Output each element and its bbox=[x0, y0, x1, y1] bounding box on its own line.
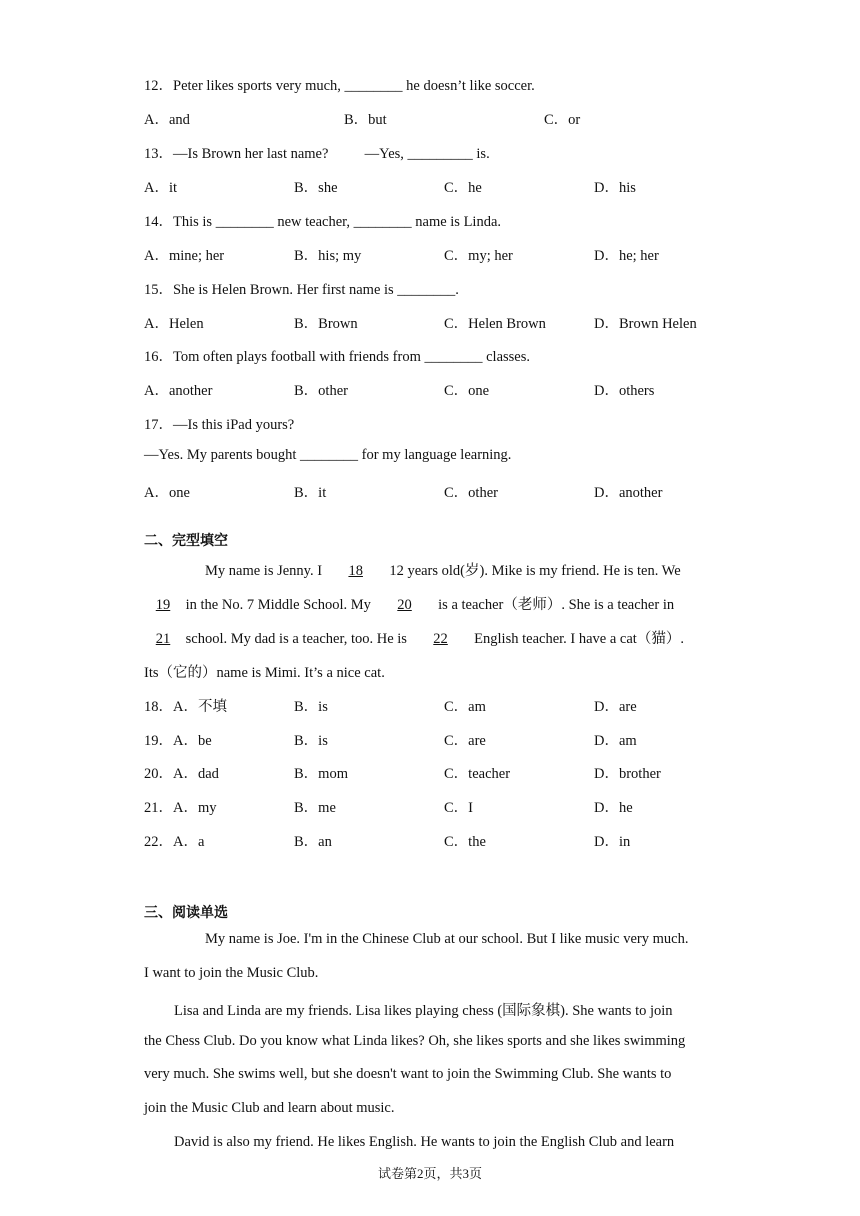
q12-option-b: B．but bbox=[344, 112, 387, 128]
question-16-stem: 16．Tom often plays football with friends from ________ classes. bbox=[144, 349, 530, 365]
q19-option-d: D．am bbox=[594, 733, 637, 749]
q15-option-c: C．Helen Brown bbox=[444, 316, 546, 332]
question-12-stem: 12．Peter likes sports very much, ________ he doesn’t like soccer. bbox=[144, 78, 535, 94]
q12-option-c: C．or bbox=[544, 112, 581, 128]
cloze-line-1: My name is Jenny. I 18 12 years old(岁). Mike is my friend. He is ten. We bbox=[205, 563, 681, 579]
q14-option-a: A．mine; her bbox=[144, 248, 225, 264]
q21-option-c: C．I bbox=[444, 800, 473, 816]
q13-option-a: A．it bbox=[144, 180, 178, 196]
q17-option-a: A．one bbox=[144, 485, 190, 501]
q19-option-a: 19．A．be bbox=[144, 733, 212, 749]
q20-option-d: D．brother bbox=[594, 766, 661, 782]
question-14-stem: 14．This is ________ new teacher, ________ name is Linda. bbox=[144, 214, 502, 230]
reading-p2-line1: Lisa and Linda are my friends. Lisa likes playing chess (国际象棋). She wants to join bbox=[174, 1003, 673, 1019]
blank-21: 21 bbox=[155, 631, 171, 647]
q19-option-b: B．is bbox=[294, 733, 328, 749]
q13-option-c: C．he bbox=[444, 180, 482, 196]
q14-option-b: B．his; my bbox=[294, 248, 362, 264]
q21-option-b: B．me bbox=[294, 800, 336, 816]
q18-option-b: B．is bbox=[294, 699, 328, 715]
q22-option-d: D．in bbox=[594, 834, 631, 850]
reading-p2-line4: join the Music Club and learn about music. bbox=[144, 1100, 395, 1116]
cloze-line-4: Its（它的）name is Mimi. It’s a nice cat. bbox=[144, 665, 385, 681]
question-13-stem: 13．—Is Brown her last name? —Yes, _________ is. bbox=[144, 146, 490, 162]
blank-19: 19 bbox=[155, 597, 171, 613]
q22-option-c: C．the bbox=[444, 834, 486, 850]
q18-option-d: D．are bbox=[594, 699, 637, 715]
q21-option-a: 21．A．my bbox=[144, 800, 217, 816]
reading-p1-line1: My name is Joe. I'm in the Chinese Club at our school. But I like music very much. bbox=[205, 931, 689, 947]
reading-p3-line1: David is also my friend. He likes English. He wants to join the English Club and learn bbox=[174, 1134, 675, 1150]
q16-option-d: D．others bbox=[594, 383, 655, 399]
q18-option-a: 18．A．不填 bbox=[144, 699, 227, 715]
reading-p1-line2: I want to join the Music Club. bbox=[144, 965, 319, 981]
q15-option-d: D．Brown Helen bbox=[594, 316, 697, 332]
section-3-title: 三、阅读单选 bbox=[144, 905, 228, 921]
question-15-stem: 15．She is Helen Brown. Her first name is ________. bbox=[144, 282, 459, 298]
q15-option-a: A．Helen bbox=[144, 316, 204, 332]
reading-p2-line3: very much. She swims well, but she doesn't want to join the Swimming Club. She wants to bbox=[144, 1066, 672, 1082]
section-2-title: 二、完型填空 bbox=[144, 533, 228, 549]
blank-18: 18 bbox=[348, 563, 363, 579]
q12-option-a: A．and bbox=[144, 112, 190, 128]
blank-22: 22 bbox=[433, 631, 448, 647]
cloze-line-2: 19 in the No. 7 Middle School. My 20 is a teacher（老师）. She is a teacher in bbox=[144, 593, 678, 614]
question-17-stem: 17．—Is this iPad yours? bbox=[144, 417, 295, 433]
q21-option-d: D．he bbox=[594, 800, 633, 816]
q22-option-a: 22．A．a bbox=[144, 834, 205, 850]
reading-p2-line2: the Chess Club. Do you know what Linda likes? Oh, she likes sports and she likes swimming bbox=[144, 1033, 686, 1049]
q17-option-b: B．it bbox=[294, 485, 327, 501]
q15-option-b: B．Brown bbox=[294, 316, 358, 332]
q14-option-d: D．he; her bbox=[594, 248, 659, 264]
page-footer: 试卷第2页，共3页 bbox=[377, 1166, 482, 1181]
q22-option-b: B．an bbox=[294, 834, 332, 850]
q20-option-a: 20．A．dad bbox=[144, 766, 219, 782]
q19-option-c: C．are bbox=[444, 733, 486, 749]
q18-option-c: C．am bbox=[444, 699, 486, 715]
question-17-stem-line2: —Yes. My parents bought ________ for my language learning. bbox=[144, 447, 512, 463]
q16-option-b: B．other bbox=[294, 383, 348, 399]
q13-option-d: D．his bbox=[594, 180, 636, 196]
q16-option-c: C．one bbox=[444, 383, 490, 399]
q20-option-c: C．teacher bbox=[444, 766, 511, 782]
q16-option-a: A．another bbox=[144, 383, 213, 399]
q17-option-d: D．another bbox=[594, 485, 663, 501]
q20-option-b: B．mom bbox=[294, 766, 348, 782]
blank-20: 20 bbox=[397, 597, 412, 613]
q13-option-b: B．she bbox=[294, 180, 338, 196]
cloze-line-3: 21 school. My dad is a teacher, too. He is 22 English teacher. I have a cat（猫）. bbox=[144, 627, 684, 648]
q17-option-c: C．other bbox=[444, 485, 498, 501]
q14-option-c: C．my; her bbox=[444, 248, 513, 264]
